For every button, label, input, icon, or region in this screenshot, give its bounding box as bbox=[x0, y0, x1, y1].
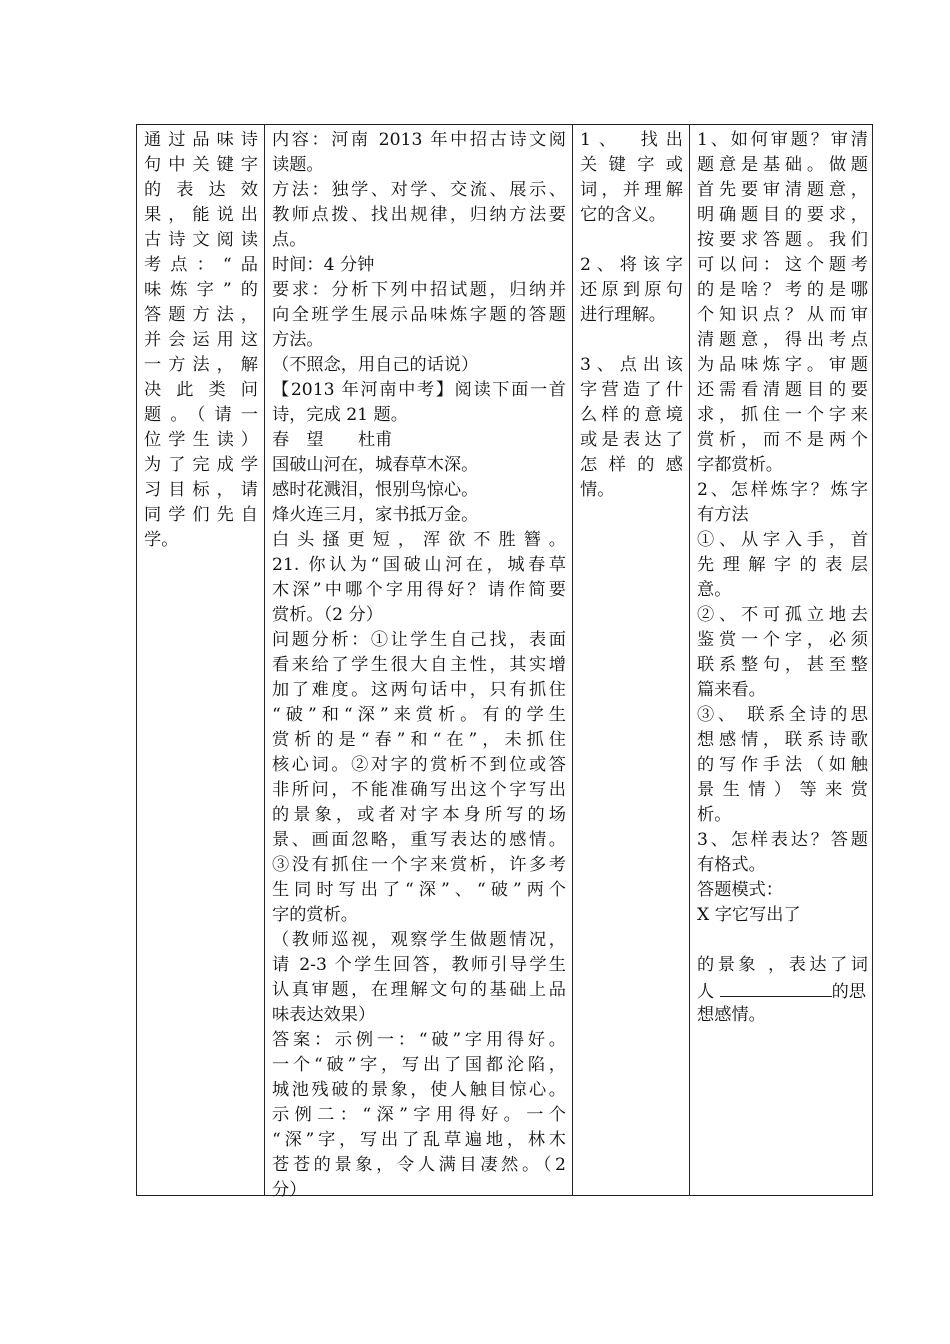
col2-line: 字的赏析。 bbox=[272, 905, 358, 925]
col2-line: 赏析。（2 分） bbox=[272, 605, 383, 625]
col4-line: 先 理 解 字 的 表 层 bbox=[697, 555, 868, 575]
col2-line: 分） bbox=[272, 1180, 307, 1200]
col3-line: 字营造了什 bbox=[580, 380, 683, 400]
col2-line: 教师点拨、找出规律，归纳方法要 bbox=[272, 205, 566, 225]
col4-line: 3、怎样表达？答题 bbox=[697, 830, 868, 850]
col1-line: 的 表 达 效 bbox=[144, 180, 258, 200]
col1-line: 同学们先自 bbox=[144, 505, 258, 525]
col4-line: 题意是基础。做题 bbox=[697, 155, 868, 175]
col2-line: 国破山河在，城春草木深。 bbox=[272, 455, 479, 475]
col1-line: 答题方法， bbox=[144, 305, 258, 325]
col2-line: 看来给了学生很大自主性，其实增 bbox=[272, 655, 566, 675]
col4-line: 景 生 情 ） 等 来 赏 bbox=[697, 780, 868, 800]
fill-in-blank bbox=[720, 978, 832, 997]
col2-line: 城池残破的景象，使人触目惊心。 bbox=[272, 1080, 566, 1100]
col1-line: 题。（请一 bbox=[144, 405, 258, 425]
col2-line: 示例二：“深”字用得好。一个 bbox=[272, 1105, 566, 1125]
col2-line: 木深”中哪个字用得好？请作简要 bbox=[272, 580, 566, 600]
col2-line: 认真审题，在理解文句的基础上品 bbox=[272, 980, 566, 1000]
col1-line: 决 此 类 问 bbox=[144, 380, 258, 400]
col3-line: 还原到原句 bbox=[580, 280, 683, 300]
col2-line: 21. 你认为“国破山河在，城春草 bbox=[272, 555, 566, 575]
col1-line: 考点：“品 bbox=[144, 255, 258, 275]
col2-line: 一个“破”字，写出了国都沦陷， bbox=[272, 1055, 566, 1075]
col4-line: 为品味炼字。审题 bbox=[697, 355, 868, 375]
col3-line: 进行理解。 bbox=[580, 305, 666, 325]
col4-line: 明确题目的要求， bbox=[697, 205, 868, 225]
column-activities bbox=[264, 125, 572, 1200]
col3-line: 或是表达了 bbox=[580, 430, 683, 450]
col1-line: 味炼字”的 bbox=[144, 280, 258, 300]
col4-line: 还需看清题目的要 bbox=[697, 380, 868, 400]
column-methods bbox=[689, 125, 874, 1195]
col4-line: 求，抓住一个字来 bbox=[697, 405, 868, 425]
col2-line: 的景象，或者对字本身所写的场 bbox=[272, 805, 566, 825]
col4-line: 按要求答题。我们 bbox=[697, 230, 868, 250]
col4-line: 有方法 bbox=[697, 505, 749, 525]
col2-line: 问题分析：①让学生自己找，表面 bbox=[272, 630, 566, 650]
col2-line: 时间：4 分钟 bbox=[272, 255, 375, 275]
answer-template-suffix: 的思 bbox=[831, 982, 867, 1002]
col2-line: 苍苍的景象，令人满目凄然。（2 bbox=[272, 1155, 566, 1175]
col2-line: “深”字，写出了乱草遍地，林木 bbox=[272, 1130, 566, 1150]
col4-line: 意。 bbox=[697, 580, 732, 600]
col2-line: 请 2-3 个学生回答，教师引导学生 bbox=[272, 955, 566, 975]
lesson-table bbox=[136, 124, 873, 1200]
col2-line: 诗，完成 21 题。 bbox=[272, 405, 408, 425]
col1-line: 通过品味诗 bbox=[144, 130, 258, 150]
col4-line: ①、从字入手，首 bbox=[697, 530, 868, 550]
col4-line: 可以问：这个题考 bbox=[697, 255, 868, 275]
col2-line: 方法：独学、对学、交流、展示、 bbox=[272, 180, 566, 200]
col2-line: 向全班学生展示品味炼字题的答题 bbox=[272, 305, 566, 325]
col2-line: 要求：分析下列中招试题，归纳并 bbox=[272, 280, 566, 300]
col2-line: （教师巡视，观察学生做题情况， bbox=[272, 930, 566, 950]
col4-line: 2、怎样炼字？炼字 bbox=[697, 480, 868, 500]
col4-line: 的景象 ，表达了词 bbox=[697, 955, 868, 975]
col2-line: 白 头 搔 更 短 ， 浑 欲 不 胜 簪 。 bbox=[272, 530, 566, 550]
col3-line: 词，并理解 bbox=[580, 180, 683, 200]
col3-line: 2、将该字 bbox=[580, 255, 683, 275]
col2-line: 加了难度。这两句话中，只有抓住 bbox=[272, 680, 566, 700]
col3-line: 1、 找出 bbox=[580, 130, 683, 150]
col4-line bbox=[697, 928, 868, 953]
col2-line: 味表达效果） bbox=[272, 1005, 376, 1025]
col4-line: ②、不可孤立地去 bbox=[697, 605, 868, 625]
col2-line: 感时花溅泪，恨别鸟惊心。 bbox=[272, 480, 479, 500]
col2-line: 【2013 年河南中考】阅读下面一首 bbox=[272, 380, 566, 400]
col4-line: 析。 bbox=[697, 805, 732, 825]
col4-line: 的是啥？考的是哪 bbox=[697, 280, 868, 300]
col1-line: 位学生读） bbox=[144, 430, 258, 450]
col3-line: 怎 样 的 感 bbox=[580, 455, 683, 475]
col2-line: 春 望 杜甫 bbox=[272, 430, 393, 450]
col3-line: 么样的意境 bbox=[580, 405, 683, 425]
col3-line: 关 键 字 或 bbox=[580, 155, 683, 175]
column-objectives bbox=[137, 125, 264, 1195]
col1-line: 习目标，请 bbox=[144, 480, 258, 500]
col4-line: 鉴赏一个字，必须 bbox=[697, 630, 868, 650]
col2-line: 内容：河南 2013 年中招古诗文阅 bbox=[272, 130, 566, 150]
col3-line: 情。 bbox=[580, 480, 615, 500]
col4-line: 清题意，得出考点 bbox=[697, 330, 868, 350]
col4-line: X 字它写出了 bbox=[697, 905, 801, 925]
col1-line: 并会运用这 bbox=[144, 330, 258, 350]
col4-line: 字都赏析。 bbox=[697, 455, 783, 475]
col2-line: 赏析的是“春”和“在”，未抓住 bbox=[272, 730, 566, 750]
col2-line: 答案：示例一：“破”字用得好。 bbox=[272, 1030, 566, 1050]
col4-line: 想感情，联系诗歌 bbox=[697, 730, 868, 750]
col3-line: 它的含义。 bbox=[580, 205, 666, 225]
col1-line: 古诗文阅读 bbox=[144, 230, 258, 250]
answer-template-prefix: 人 bbox=[697, 982, 715, 1002]
col2-line: 方法。 bbox=[272, 330, 324, 350]
col4-line: 赏析，而不是两个 bbox=[697, 430, 868, 450]
col2-line: 非所问，不能准确写出这个字写出 bbox=[272, 780, 566, 800]
col1-line: 句中关键字 bbox=[144, 155, 258, 175]
column-steps bbox=[572, 125, 689, 1195]
col2-line: 景、画面忽略，重写表达的感情。 bbox=[272, 830, 566, 850]
col4-line: 有格式。 bbox=[697, 855, 766, 875]
col1-line: 学。 bbox=[144, 530, 179, 550]
col2-line: “破”和“深”来赏析。有的学生 bbox=[272, 705, 566, 725]
col4-line: 的写作手法（如触 bbox=[697, 755, 868, 775]
col3-line: 3、点出该 bbox=[580, 355, 683, 375]
col4-line: 首先要审清题意， bbox=[697, 180, 868, 200]
col4-line bbox=[697, 978, 868, 1003]
col4-line: 想感情。 bbox=[697, 1005, 766, 1025]
col4-line: 答题模式： bbox=[697, 880, 783, 900]
col2-line: 核心词。②对字的赏析不到位或答 bbox=[272, 755, 566, 775]
col4-line: ③、 联系全诗的思 bbox=[697, 705, 868, 725]
col2-line: 读题。 bbox=[272, 155, 324, 175]
col2-line: ③没有抓住一个字来赏析，许多考 bbox=[272, 855, 566, 875]
col4-line: 个知识点？从而审 bbox=[697, 305, 868, 325]
col4-line: 联系整句，甚至整 bbox=[697, 655, 868, 675]
col1-line: 一方法，解 bbox=[144, 355, 258, 375]
col4-line: 1、如何审题？审清 bbox=[697, 130, 868, 150]
col2-line: 烽火连三月，家书抵万金。 bbox=[272, 505, 479, 525]
col1-line: 为了完成学 bbox=[144, 455, 258, 475]
col1-line: 果，能说出 bbox=[144, 205, 258, 225]
col3-line bbox=[580, 228, 683, 253]
col4-line: 篇来看。 bbox=[697, 680, 766, 700]
col2-line: 生同时写出了“深”、“破”两个 bbox=[272, 880, 566, 900]
col2-line: （不照念，用自己的话说） bbox=[272, 355, 479, 375]
col2-line: 点。 bbox=[272, 230, 307, 250]
col3-line bbox=[580, 328, 683, 353]
